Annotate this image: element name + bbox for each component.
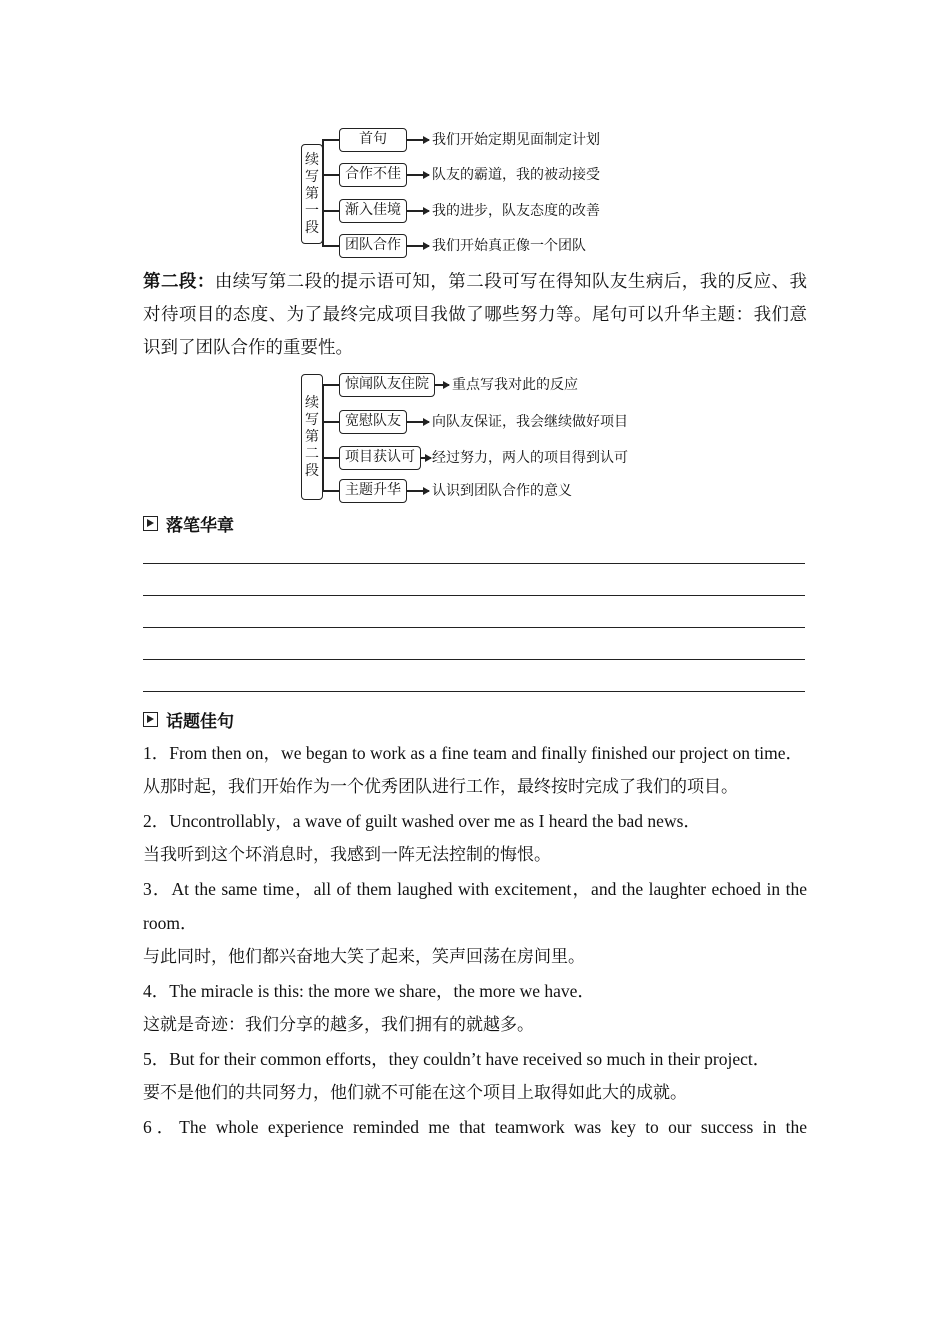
sentence-english: 1．From then on，we began to work as a fine team and finally finished our project on time． [143, 743, 803, 763]
play-icon [143, 516, 158, 531]
sentence-english: 4．The miracle is this: the more we share，the more we have． [143, 981, 595, 1001]
sentence-english: 2．Uncontrollably，a wave of guilt washed over me as I heard the bad news． [143, 811, 701, 831]
diagram-desc: 经过努力，两人的项目得到认可 [432, 450, 628, 466]
arrow-icon [435, 384, 449, 386]
writing-lines [143, 552, 805, 723]
diagram-desc: 向队友保证，我会继续做好项目 [432, 414, 628, 430]
diagram-label: 续 写 第 二 段 [301, 374, 323, 500]
diagram-label: 续 写 第 一 段 [301, 144, 323, 244]
diagram-desc: 我的进步，队友态度的改善 [432, 203, 600, 219]
diagram-node: 渐入佳境 [339, 199, 407, 223]
sentence-english: 6．The whole experience reminded me that teamwork was key to our success in the [143, 1117, 807, 1137]
diagram-connector [322, 385, 324, 492]
outline-diagram-paragraph-2 [298, 372, 658, 504]
play-icon [143, 712, 158, 727]
arrow-icon [407, 174, 429, 176]
sentence-chinese: 当我听到这个坏消息时，我感到一阵无法控制的悔恨。 [143, 845, 551, 865]
writing-line [143, 595, 805, 596]
diagram-node: 合作不佳 [339, 163, 407, 187]
sentence-english: 3．At the same time，all of them laughed with excitement，and the laughter echoed in the room． [143, 879, 807, 933]
arrow-icon [407, 490, 429, 492]
diagram-node: 团队合作 [339, 234, 407, 258]
writing-line [143, 691, 805, 692]
section-heading-writing: 落笔华章 [143, 511, 234, 535]
outline-diagram-paragraph-1 [298, 127, 628, 259]
paragraph-2-guidance [143, 266, 807, 365]
section-heading-sentences: 话题佳句 [143, 707, 234, 731]
sentence-chinese: 从那时起，我们开始作为一个优秀团队进行工作，最终按时完成了我们的项目。 [143, 777, 738, 797]
diagram-desc: 我们开始定期见面制定计划 [432, 132, 600, 148]
sentence-chinese: 这就是奇迹：我们分享的越多，我们拥有的就越多。 [143, 1015, 534, 1035]
paragraph-heading: 第二段： [143, 272, 215, 292]
diagram-desc: 重点写我对此的反应 [452, 377, 578, 393]
arrow-icon [407, 210, 429, 212]
diagram-desc: 认识到团队合作的意义 [432, 483, 572, 499]
sentence-list [143, 736, 807, 1144]
sentence-english: 5．But for their common efforts，they couldn’t have received so much in their project． [143, 1049, 771, 1069]
paragraph-text: 由续写第二段的提示语可知，第二段可写在得知队友生病后，我的反应、我对待项目的态度、为了最终完成项目我做了哪些努力等。尾句可以升华主题：我们意识到了团队合作的重要性。 [143, 272, 808, 358]
diagram-node: 项目获认可 [339, 446, 421, 470]
diagram-node: 宽慰队友 [339, 410, 407, 434]
writing-line [143, 563, 805, 564]
diagram-desc: 队友的霸道，我的被动接受 [432, 167, 600, 183]
writing-line [143, 627, 805, 628]
diagram-node: 首句 [339, 128, 407, 152]
writing-line [143, 659, 805, 660]
arrow-icon [407, 245, 429, 247]
arrow-icon [421, 457, 431, 459]
arrow-icon [407, 139, 429, 141]
diagram-node: 惊闻队友住院 [339, 373, 435, 397]
diagram-node: 主题升华 [339, 479, 407, 503]
arrow-icon [407, 421, 429, 423]
diagram-desc: 我们开始真正像一个团队 [432, 238, 586, 254]
sentence-chinese: 要不是他们的共同努力，他们就不可能在这个项目上取得如此大的成就。 [143, 1083, 687, 1103]
diagram-connector [322, 139, 324, 247]
sentence-chinese: 与此同时，他们都兴奋地大笑了起来，笑声回荡在房间里。 [143, 947, 585, 967]
